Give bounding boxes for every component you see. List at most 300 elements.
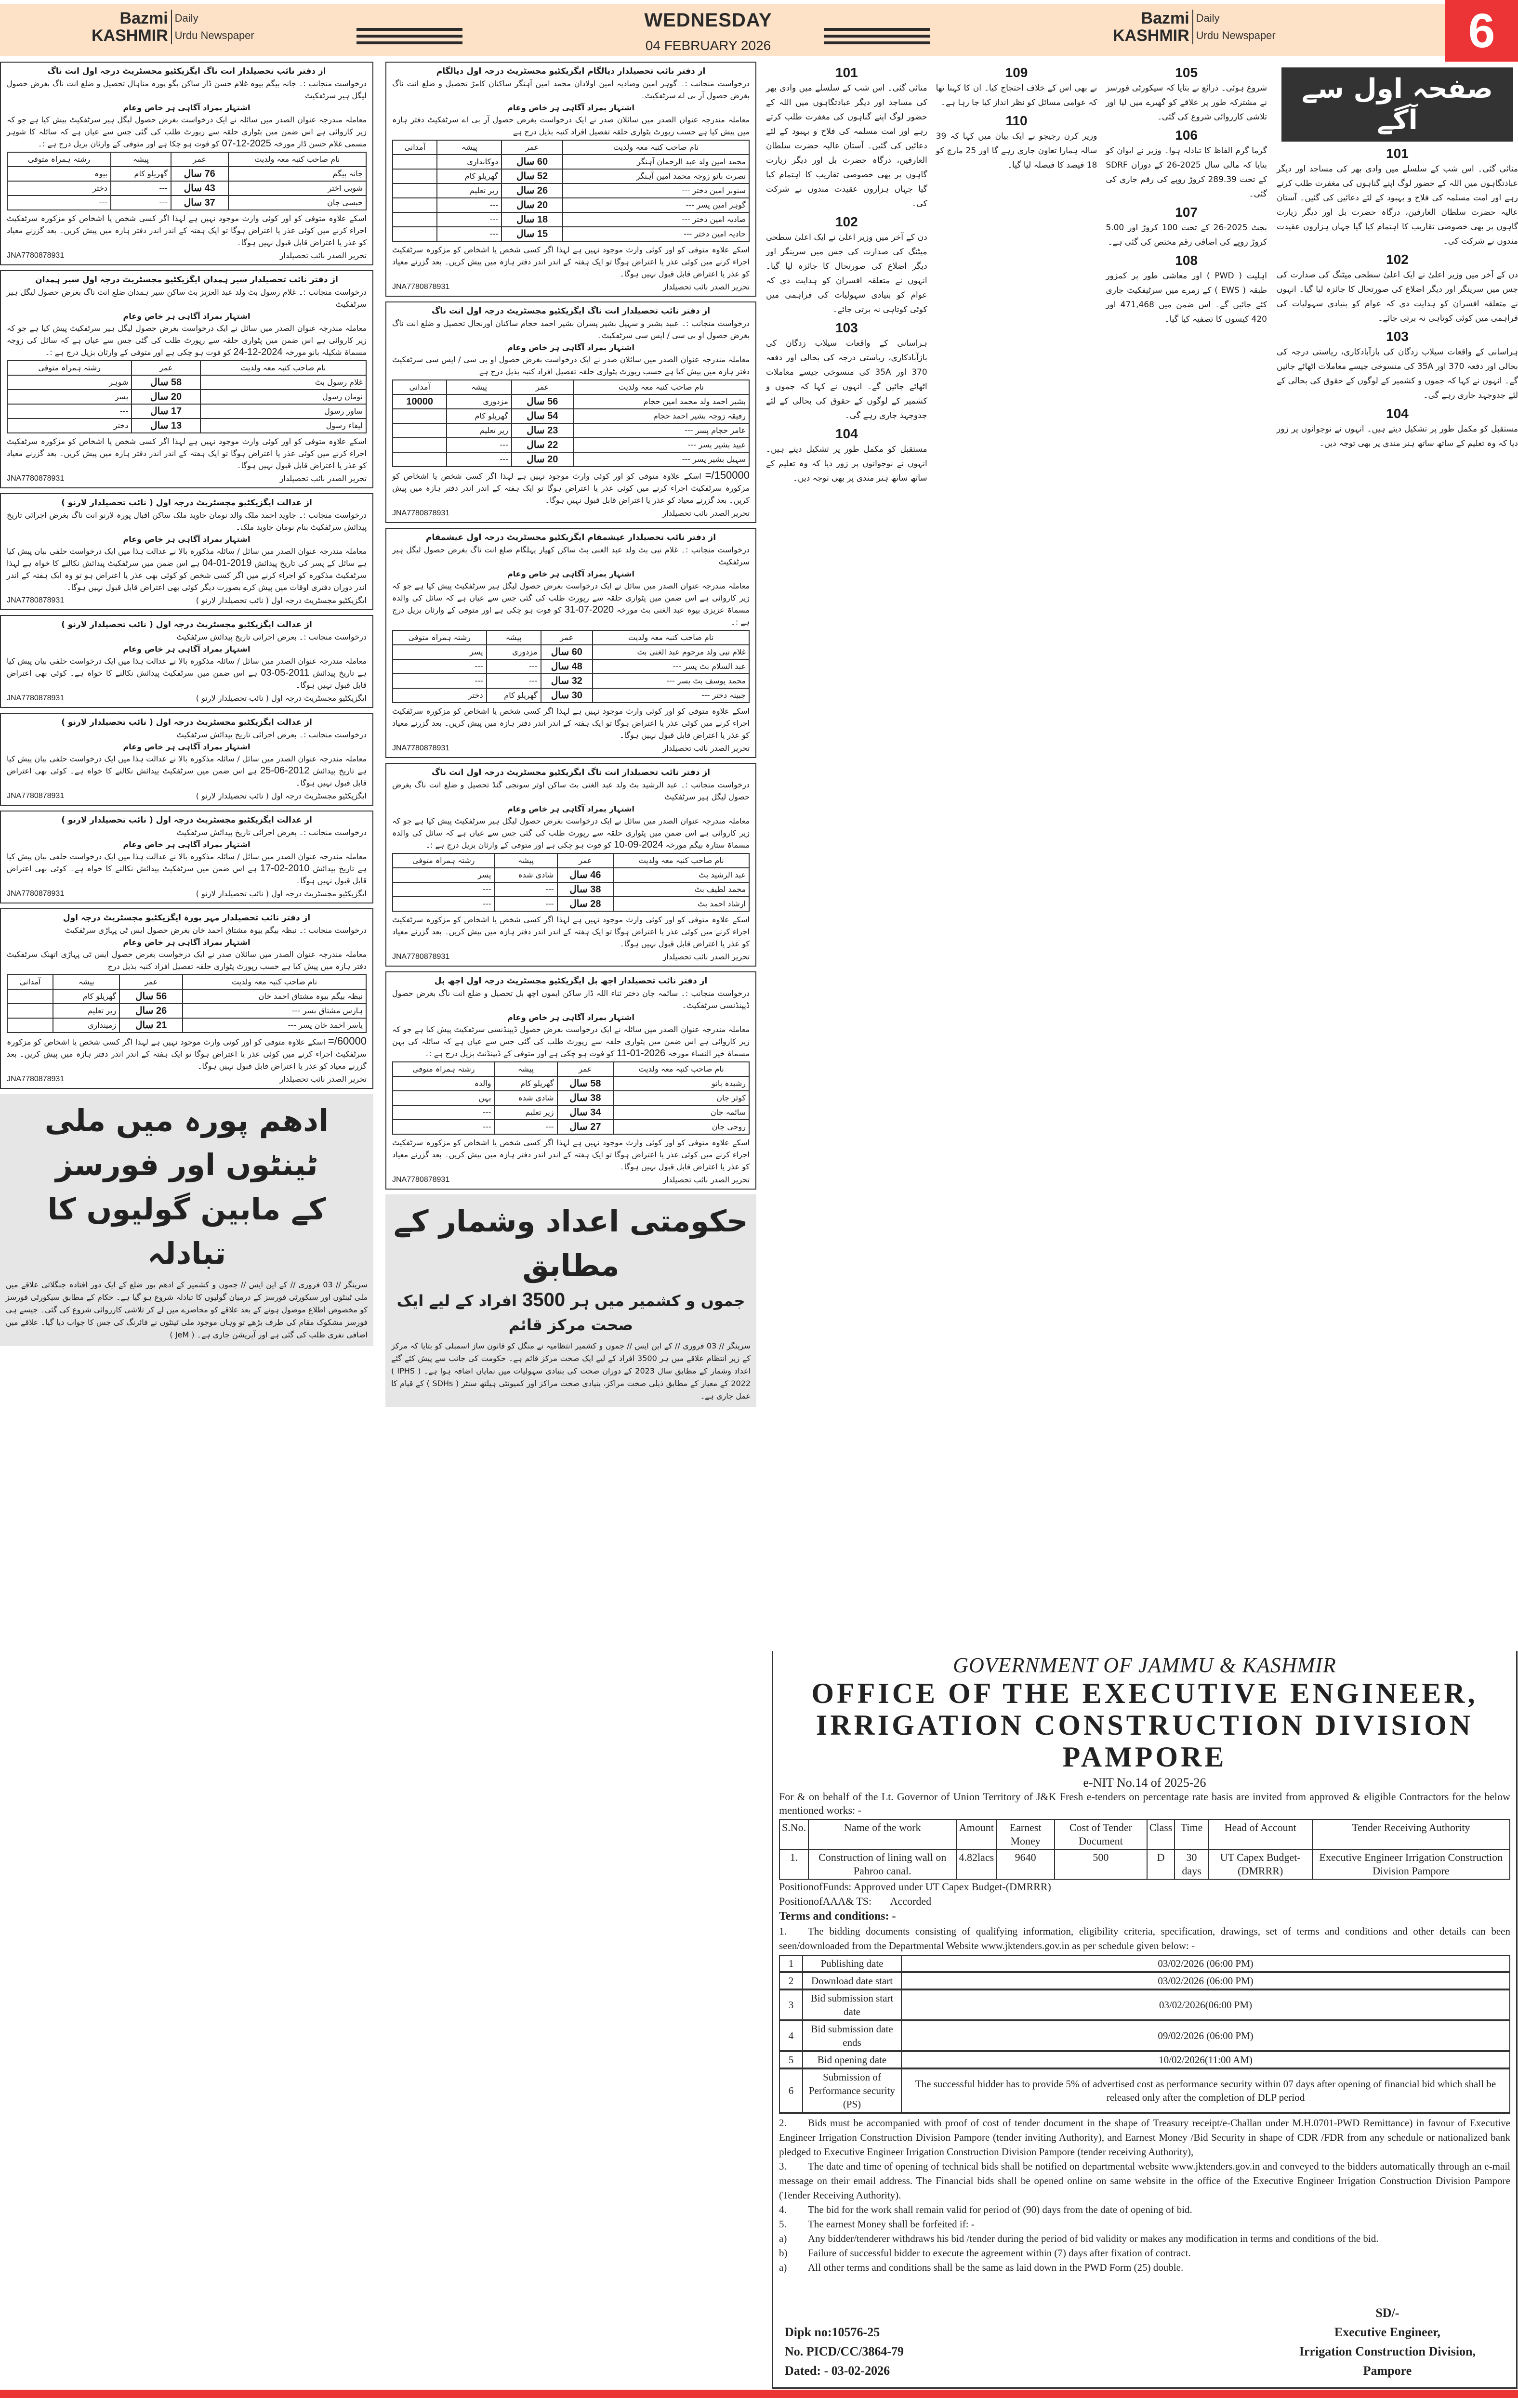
heirs-table-header <box>393 380 749 394</box>
tender-cell-cost: 500 <box>1055 1849 1147 1879</box>
ad-office-heading: از دفتر نائب تحصیلدار مہر پورہ ایگزیکٹیو مجسٹریٹ درجہ اول <box>63 913 311 923</box>
schedule-row <box>779 1955 1510 1972</box>
cell-age: 20 سال <box>502 198 563 212</box>
cell-occupation: --- <box>494 897 557 911</box>
tender-cell-sno: 1. <box>779 1849 808 1879</box>
table-row <box>7 419 366 433</box>
ad-signature: ایگزیکٹیو مجسٹریٹ درجہ اول ( نائب تحصیلدار لارنو ) <box>196 791 367 800</box>
cell-age: 52 سال <box>502 169 563 183</box>
tender-col-header: Class <box>1147 1819 1175 1849</box>
ad-body <box>7 322 367 358</box>
section-number: 101 <box>1386 146 1409 161</box>
table-row <box>393 1076 749 1091</box>
cell-age: 20 سال <box>512 452 573 467</box>
ad-closing <box>392 914 750 950</box>
column-header: رشتہ ہمراہ متوفی <box>7 361 132 375</box>
ad-public-notice: اشتہار بمراد آگاہی ہر خاص وعام <box>507 569 634 578</box>
cell-age: 27 سال <box>557 1120 614 1134</box>
ad-body <box>7 655 367 691</box>
date-block <box>626 10 790 53</box>
heirs-table-header <box>393 630 749 645</box>
sd-mark: SD/- <box>1375 2306 1399 2320</box>
section-text: وزیر کرن رجیجو نے ایک بیان میں کہا کہ 39 سالہ ہمارا تعاون جاری رہے گا اور 25 مارچ کو 18 فیصد کا فیصلہ لیا گیا۔ <box>936 131 1097 170</box>
age-value: 58 <box>590 1078 601 1089</box>
age-value: 56 <box>547 396 558 407</box>
issue-date: 04 FEBRUARY 2026 <box>645 38 771 53</box>
brand-name-top: Bazmi <box>1141 9 1189 27</box>
tender-office-line1: OFFICE OF THE EXECUTIVE ENGINEER, <box>811 1677 1478 1709</box>
ad-signature: تحریر الصدر نائب تحصیلدار <box>279 251 367 260</box>
section-text: منائی گئی۔ اس شب کے سلسلے میں وادی بھر کی مساجد اور دیگر عبادتگاہوں میں اللہ کے حضور لوگ اپنے گناہوں کی مغفرت طلب کرتے رہے اور امت مسلمہ کی فلاح و بہبود کے لئے دعائیں کی گئیں۔ آستان عالیہ حضرت سلطان العارفین، درگاہ حضرت بل اور دیگر زیارت گاہوں پر بھی خصوصی تقاریب کا اہتمام کیا گیا جہاں ہزاروں عقیدت مندوں نے شرکت کی۔ <box>1277 164 1518 246</box>
cell-income <box>393 212 437 227</box>
ad-public-notice: اشتہار بمراد آگاہی ہر خاص وعام <box>507 343 634 352</box>
ad-applicant: درخواست منجانب :۔ عبید بشیر و سہیل بشیر پسران بشیر احمد حجام ساکنان اورنجال تحصیل و ضلع انت ناگ بغرض حصول او بی سی / ایس سی سرٹفکیٹ۔ <box>392 319 750 340</box>
cell-name: گوہر امین پسر --- <box>563 198 749 212</box>
cell-age: 15 سال <box>502 227 563 241</box>
headline-health-body: سرینگر // 03 فروری // کے این ایس // جموں و کشمیر انتظامیہ نے منگل کو قانون ساز اسمبلی کو بتایا کہ مرکز کے زیر انتظام علاقے میں ہر 3500 افراد کے لیے ایک صحت مرکز قائم ہے۔ حکومت کی جانب سے پیش کئے گئے اعداد وشمار کے مطابق سال 2023 کے دوران صحت کی بنیادی سہولیات میں نمایاں اضافہ ہوا ہے۔ ( IPHS ) 2022 کے معیار کے مطابق ذیلی صحت مراکز، بنیادی صحت مراکز اور کمیونٹی ہیلتھ سنٹر ( SDHs ) کے قیام کا عمل جاری ہے۔ <box>391 1341 751 1400</box>
ad-public-notice: اشتہار بمراد آگاہی ہر خاص وعام <box>507 1013 634 1022</box>
age-value: 58 <box>171 377 182 388</box>
cell-age: 60 سال <box>541 645 593 659</box>
dipk-number: Dipk no:10576-25 <box>785 2325 880 2339</box>
cell-age: 56 سال <box>512 394 573 409</box>
legal-notice-ad <box>385 971 756 1190</box>
cell-name: نومان رسول <box>200 390 366 404</box>
ad-office-heading: از عدالت ایگزیکٹیو مجسٹریٹ درجہ اول ( نائب تحصیلدار لارنو ) <box>61 718 312 727</box>
cell-age: 58 سال <box>557 1076 614 1091</box>
column-header: عمر <box>512 380 573 394</box>
tender-office-line2: IRRIGATION CONSTRUCTION DIVISION PAMPORE <box>816 1709 1474 1773</box>
term-2 <box>779 2116 1510 2159</box>
ad-body-text: معاملہ مندرجہ عنوان الصدر میں سائل / سائلہ مذکورہ بالا نے عدالت ہذا میں ایک درخواست حلفی بیان پیش کیا ہے تاریخ پیدائش <box>7 852 367 873</box>
ad-body-text: معاملہ مندرجہ عنوان الصدر میں سائل نے ایک درخواست بغرض حصول لیگل ہیر سرٹفکیٹ پیش کیا ہے جو کہ زیر کاروائی ہے اس ضمن میں پٹواری حلقہ سے رپورٹ طلب کی گئی جس سے عیاں ہے کہ سائل کی والدہ مسماۃ عزیزی بیوہ عبد الغنی بٹ مورخہ <box>392 581 750 615</box>
cell-relation: دختر <box>7 419 132 433</box>
cell-age: 23 سال <box>512 423 573 438</box>
ad-public-notice: اشتہار بمراد آگاہی ہر خاص وعام <box>123 644 251 654</box>
section-number: 110 <box>1005 113 1028 128</box>
cell-age: 48 سال <box>541 659 593 674</box>
cell-occupation: گھریلو کام <box>487 688 541 703</box>
cell-occupation: شادی شدہ <box>494 1091 557 1105</box>
cell-occupation: دوکانداری <box>437 155 502 169</box>
ad-applicant: درخواست منجانب :۔ سائمہ جان دختر ثناء اللہ ڈار ساکن ایموں اچھ بل تحصیل و ضلع انت ناگ بغرض حصول ڈیپنڈنسی سرٹفکیٹ۔ <box>392 989 750 1010</box>
subtitle-pre: جموں و کشمیر میں ہر <box>570 1292 745 1310</box>
ad-body-tail: ہے اس ضمن میں سرٹفکیٹ پیدائش نکالنے کا خواہ ہے۔ کوئی بھی اعتراض قابل قبول نہیں ہوگا۔ <box>7 668 367 690</box>
cell-income <box>7 1018 53 1033</box>
table-row <box>7 196 366 210</box>
section-text: منائی گئی۔ اس شب کے سلسلے میں وادی بھر کی مساجد اور دیگر عبادتگاہوں میں اللہ کے حضور لوگ اپنے گناہوں کی مغفرت طلب کرتے رہے اور امت مسلمہ کی فلاح و بہبود کے لئے دعائیں کی گئیں۔ آستان عالیہ حضرت سلطان العارفین، درگاہ حضرت بل اور دیگر زیارت گاہوں پر بھی خصوصی تقاریب کا اہتمام کیا گیا جہاں ہزاروں عقیدت مندوں نے شرکت کی۔ <box>766 83 927 209</box>
cell-occupation: مزدوری <box>447 394 511 409</box>
position-of-aaa <box>779 1894 1510 1909</box>
ad-body <box>7 114 367 150</box>
ad-office-heading: از دفتر نائب تحصیلدار انت ناگ ایگزیکٹیو مجسٹریٹ درجہ اول انت ناگ <box>431 306 710 316</box>
column-header: نام صاحب کنبہ معہ ولدیت <box>613 1062 749 1076</box>
closing-text: اسکے علاوہ متوفی کو اور کوئی وارث موجود نہیں ہے لہذا اگر کسی شخص یا اشخاص کو مزکورہ سرٹفکیٹ اجراء کرنے میں کوئی عذر یا اعتراض ہوگا تو ایک ہفتہ کے اندر اندر دفتر ہازہ میں پیش کریں۔ بعد گزرنے معیاد کو عذر یا اعتراض قابل قبول نہیں ہوگا۔ <box>7 437 367 470</box>
closing-text: اسکے علاوہ متوفی کو اور کوئی وارث موجود نہیں ہے لہذا اگر کسی شخص یا اشخاص کو مزکورہ سرٹفکیٹ اجراء کرنے میں کوئی عذر یا اعتراض ہوگا تو ایک ہفتہ کے اندر اندر دفتر ہازہ میں پیش کریں۔ بعد گزرنے معیاد کو عذر یا اعتراض قابل قبول نہیں ہوگا۔ <box>392 707 750 740</box>
term-number: a) <box>779 2233 787 2244</box>
ad-body <box>392 815 750 851</box>
ad-body-text: معاملہ مندرجہ عنوان الصدر میں سائل / سائلہ مذکورہ بالا نے عدالت ہذا میں ایک درخواست حلفی بیان پیش کیا ہے تاریخ پیدائش <box>7 754 367 775</box>
age-value: 38 <box>590 884 601 895</box>
cell-occupation: شادی شدہ <box>494 868 557 882</box>
closing-text: اسکے علاوہ متوفی کو اور کوئی وارث موجود نہیں ہے لہذا اگر کسی شخص یا اشخاص کو مزکورہ سرٹفکیٹ اجراء کرنے میں کوئی عذر یا اعتراض ہوگا تو ایک ہفتہ کے اندر اندر دفتر ہازہ میں پیش کریں۔ بعد گزرنے معیاد کو عذر یا اعتراض قابل قبول نہیں ہوگا۔ <box>392 915 750 948</box>
schedule-value: 10/02/2026(11:00 AM) <box>901 2051 1510 2068</box>
ad-body-text: معاملہ مندرجہ عنوان الصدر میں سائلان صدر نے ایک درخواست بغرض حصول آر بی اے سرٹفکیٹ دفتر ہازہ میں پیش کیا ہے حسب رپورٹ پٹواری حلقہ تفصیل افراد کنبہ بذیل درج ہے <box>392 115 750 136</box>
term-1 <box>779 1924 1510 1953</box>
tender-reference <box>785 2323 904 2381</box>
column-header: آمدانی <box>393 140 437 155</box>
age-value: 28 <box>590 899 601 909</box>
column-header: نام صاحب کنبہ معہ ولدیت <box>573 380 749 394</box>
cell-name: عبید بشیر پسر --- <box>573 438 749 452</box>
age-value: 46 <box>590 870 601 880</box>
weekday: WEDNESDAY <box>644 10 772 31</box>
table-row <box>393 659 749 674</box>
ad-code: JNA7780878931 <box>7 1075 65 1083</box>
cell-name: شوبی اختر <box>228 181 366 196</box>
ad-footer <box>7 249 367 262</box>
table-row <box>393 897 749 911</box>
ad-applicant: درخواست منجانب :۔ جانہ بیگم بیوہ غلام حسن ڈار ساکن بگو پورہ مناہال تحصیل و ضلع انت ناگ بغرض حصول لیگل ہیر سرٹفکیٹ <box>7 79 367 100</box>
section-number: 103 <box>1386 329 1409 344</box>
age-value: 26 <box>537 185 548 196</box>
column-header: عمر <box>541 630 593 645</box>
ad-signature: ایگزیکٹیو مجسٹریٹ درجہ اول ( نائب تحصیلدار لارنو ) <box>196 694 367 703</box>
cell-occupation: گھریلو کام <box>447 409 511 423</box>
position-aaa-value: Accorded <box>890 1895 932 1907</box>
schedule-label: Publishing date <box>803 1955 901 1972</box>
cell-occupation: --- <box>437 198 502 212</box>
cell-name: لیقاء رسول <box>200 419 366 433</box>
section-number: 108 <box>1175 253 1198 268</box>
ad-body-tail: کو فوت ہو چکی ہے اور متوفی کے وارثان بزیل درج ہے :۔ <box>425 840 612 850</box>
schedule-value: The successful bidder has to provide 5% of advertised cost as performance security within 07 days after opening of financial bid which shall be released only after the completion of DLP period <box>901 2068 1510 2113</box>
term-text: Failure of successful bidder to execute the agreement within (7) days after fixation of contract. <box>808 2247 1191 2259</box>
ad-footer <box>392 507 750 519</box>
position-of-funds: PositionofFunds: Approved under UT Capex Budget-(DMRRR) <box>779 1881 1051 1893</box>
schedule-sno: 6 <box>779 2068 803 2113</box>
brand-sub-bottom: Urdu Newspaper <box>1196 29 1276 41</box>
column-header: پیشہ <box>111 152 171 167</box>
signatory-line1: Executive Engineer, <box>1334 2325 1440 2339</box>
section-text: اہلیت ( PWD ) اور معاشی طور پر کمزور طبقہ ( EWS ) کے زمرے میں سرٹیفکیٹ جاری کئے جائیں گے۔ اس ضمن میں 471,468 اور 420 کیسوں کا تصفیہ کیا گیا۔ <box>1106 271 1267 324</box>
cell-name: محمد یوسف بٹ پسر --- <box>593 674 749 688</box>
term-4 <box>779 2202 1510 2217</box>
cell-occupation: زیر تعلیم <box>53 1004 119 1018</box>
cell-name: سنوبر امین دختر --- <box>563 183 749 198</box>
age-value: 60 <box>537 157 548 167</box>
age-value: 38 <box>590 1093 601 1103</box>
column-header: عمر <box>119 975 183 989</box>
headline-encounter-panel <box>0 1094 373 1346</box>
tender-signature <box>1299 2303 1476 2381</box>
heirs-table-header <box>393 140 749 155</box>
tender-work-row <box>779 1849 1510 1879</box>
age-value: 48 <box>571 661 582 672</box>
cell-name: محمد لطیف بٹ <box>613 882 749 897</box>
age-value: 21 <box>156 1020 167 1031</box>
table-row <box>7 989 366 1004</box>
column-continued <box>1277 62 1518 451</box>
ad-code: JNA7780878931 <box>392 283 450 291</box>
legal-notice-ad <box>385 763 756 967</box>
cell-name: سائمہ جان <box>613 1105 749 1120</box>
ad-footer <box>7 692 367 704</box>
brand-sub-top: Daily <box>174 12 198 24</box>
ad-body <box>392 1023 750 1060</box>
cell-age: 18 سال <box>502 212 563 227</box>
column-header: نام صاحب کنبہ معہ ولدیت <box>200 361 366 375</box>
ad-code: JNA7780878931 <box>392 1176 450 1184</box>
cell-age: 26 سال <box>502 183 563 198</box>
ad-public-notice: اشتہار بمراد آگاہی ہر خاص وعام <box>507 103 634 112</box>
cell-name: نبظہ بیگم بیوہ مشتاق احمد خان <box>183 989 366 1004</box>
closing-text: اسکے علاوہ متوفی کو اور کوئی وارث موجود نہیں ہے لہذا اگر کسی شخص یا اشخاص کو مزکورہ سرٹفکیٹ اجراء کرنے میں کوئی عذر یا اعتراض ہوگا تو ایک ہفتہ کے اندر اندر دفتر ہازہ میں پیش کریں۔ بعد گزرنے معیاد کو عذر یا اعتراض قابل قبول نہیں ہوگا۔ <box>392 245 750 278</box>
closing-text: اسکے علاوہ متوفی کو اور کوئی وارث موجود نہیں ہے لہذا اگر کسی شخص یا اشخاص کو مزکورہ سرٹفکیٹ اجراء کرنے میں کوئی عذر یا اعتراض ہوگا تو ایک ہفتہ کے اندر اندر دفتر ہازہ میں پیش کریں۔ بعد گزرنے معیاد کو عذر یا اعتراض قابل قبول نہیں ہوگا۔ <box>7 214 367 247</box>
ad-signature: ایگزیکٹیو مجسٹریٹ درجہ اول ( نائب تحصیلدار لارنو ) <box>196 889 367 898</box>
section-text: بجٹ 2025-26 کے تحت 100 کروڑ اور 5.00 کروڑ روپے کی اضافی رقم مختص کی گئی ہے۔ <box>1106 223 1267 247</box>
section-number: 109 <box>1005 65 1028 80</box>
tender-col-header: Amount <box>956 1819 996 1849</box>
column-header: پیشہ <box>487 630 541 645</box>
ad-footer <box>392 281 750 293</box>
column-header: عمر <box>502 140 563 155</box>
tender-cell-head: UT Capex Budget-(DMRRR) <box>1209 1849 1312 1879</box>
ad-date: 03-05-2011 <box>261 667 310 678</box>
tender-col-header: Earnest Money <box>996 1819 1055 1849</box>
schedule-label: Bid opening date <box>803 2051 901 2068</box>
ad-body-tail: کو فوت ہو چکا ہے اور متوفی کے وارثان بزیل درج ہے :۔ <box>38 139 220 148</box>
cell-occupation: --- <box>487 659 541 674</box>
schedule-row <box>779 2020 1510 2051</box>
table-row <box>7 375 366 390</box>
section-number: 107 <box>1175 205 1198 220</box>
ad-code: JNA7780878931 <box>392 744 450 752</box>
cell-name: رشیدہ بانو <box>613 1076 749 1091</box>
ad-date: 10-09-2024 <box>614 839 663 850</box>
table-row <box>393 183 749 198</box>
table-row <box>7 181 366 196</box>
terms-heading: Terms and conditions: - <box>779 1910 896 1923</box>
cell-name: روحی جان <box>613 1120 749 1134</box>
cell-relation: بیوہ <box>7 167 111 181</box>
age-value: 37 <box>204 197 215 208</box>
ad-code: JNA7780878931 <box>7 251 65 260</box>
legal-notice-ad <box>0 493 373 610</box>
legal-notice-ad <box>385 301 756 523</box>
age-value: 23 <box>547 425 558 436</box>
cell-name: بشیر احمد ولد محمد امین حجام <box>573 394 749 409</box>
column-news <box>766 62 1267 485</box>
cell-relation: پسر <box>393 645 487 659</box>
ad-office-heading: از عدالت ایگزیکٹیو مجسٹریٹ درجہ اول ( نائب تحصیلدار لارنو ) <box>61 815 312 825</box>
ad-date: 25-06-2012 <box>260 765 310 776</box>
column-header: رشتہ ہمراہ متوفی <box>393 630 487 645</box>
cell-name: ارشاد احمد بٹ <box>613 897 749 911</box>
table-row <box>7 404 366 419</box>
age-value: 52 <box>537 171 548 182</box>
heirs-table <box>392 853 750 912</box>
column-header: رشتہ ہمراہ متوفی <box>7 152 111 167</box>
cell-occupation: گھریلو کام <box>53 989 119 1004</box>
cell-name: جانہ بیگم <box>228 167 366 181</box>
schedule-row <box>779 1989 1510 2020</box>
legal-notice-ad <box>385 528 756 758</box>
page-number: 6 <box>1445 0 1518 62</box>
cell-name: عبد السلام بٹ پسر --- <box>593 659 749 674</box>
column-header: نام صاحب کنبہ معہ ولدیت <box>183 975 366 989</box>
ad-body-text: معاملہ مندرجہ عنوان الصدر میں سائل / سائلہ مذکورہ بالا نے عدالت ہذا میں ایک درخواست حلفی بیان پیش کیا ہے سائل کے پسر کی تاریخ پیدائش <box>7 547 367 568</box>
schedule-label: Download date start <box>803 1972 901 1989</box>
cell-relation: پسر <box>7 390 132 404</box>
schedule-value: 09/02/2026 (06:00 PM) <box>901 2020 1510 2051</box>
ad-signature: تحریر الصدر نائب تحصیلدار <box>279 1074 367 1084</box>
ad-office-heading: از دفتر نائب تحصیلدار انت ناگ ایگزیکٹیو مجسٹریٹ درجہ اول انت ناگ <box>47 66 326 76</box>
cell-age: 26 سال <box>119 1004 183 1018</box>
age-value: 43 <box>204 183 215 194</box>
table-row <box>393 645 749 659</box>
headline-encounter-line2: کے مابین گولیوں کا تبادلہ <box>47 1191 326 1271</box>
news-grid <box>766 62 1267 485</box>
table-row <box>393 169 749 183</box>
ad-footer <box>392 742 750 754</box>
ad-code: JNA7780878931 <box>392 953 450 961</box>
ad-code: JNA7780878931 <box>7 596 65 604</box>
tender-col-header: Head of Account <box>1209 1819 1312 1849</box>
ad-footer <box>7 790 367 802</box>
ad-office-heading: از دفتر نائب تحصیلدار عیشمقام ایگزیکٹیو مجسٹریٹ درجہ اول عیشمقام <box>425 533 716 542</box>
table-row <box>7 1018 366 1033</box>
cell-income <box>393 423 447 438</box>
section-text: مستقبل کو مکمل طور پر تشکیل دیتے ہیں۔ انہوں نے نوجوانوں پر زور دیا کہ وہ تعلیم کے ساتھ ساتھ ہنر مندی پر بھی توجہ دیں۔ <box>1277 424 1518 448</box>
section-text: دن کے آخر میں وزیر اعلیٰ نے ایک اعلیٰ سطحی میٹنگ کی صدارت کی جس میں سرینگر اور دیگر اضلاع کی صورتحال کا جائزہ لیا گیا۔ انہوں نے متعلقہ افسران کو ہدایت دی کہ عوام کو بنیادی سہولیات کی فراہمی میں کوئی کوتاہی نہ برتی جائے۔ <box>766 233 927 314</box>
ad-public-notice: اشتہار بمراد آگاہی ہر خاص وعام <box>123 742 251 751</box>
cell-name: ہارس مشتاق پسر --- <box>183 1004 366 1018</box>
cell-income <box>393 438 447 452</box>
ad-closing <box>392 244 750 280</box>
ad-signature: تحریر الصدر نائب تحصیلدار <box>662 509 750 518</box>
cell-name: صادیہ امین دختر --- <box>563 212 749 227</box>
term-number: a) <box>779 2262 787 2273</box>
cell-occupation: گھریلو کام <box>111 167 171 181</box>
ad-footer <box>7 472 367 484</box>
cell-income <box>393 155 437 169</box>
term-text: The bid for the work shall remain valid for period of (90) days from the date of opening of bid. <box>808 2204 1192 2215</box>
section-text: نے بھی اس کے خلاف احتجاج کیا۔ ان کا کہنا تھا کہ عوامی مسائل کو نظر انداز کیا جا رہا ہے۔ <box>936 83 1097 107</box>
cell-name: رفیقہ زوجہ بشیر احمد حجام <box>573 409 749 423</box>
tender-schedule-table <box>779 1955 1510 2114</box>
cell-relation: --- <box>393 897 494 911</box>
news-column <box>766 62 927 485</box>
ad-body <box>392 353 750 378</box>
term-text: The earnest Money shall be forfeited if: - <box>808 2218 975 2230</box>
age-value: 20 <box>547 454 558 465</box>
cell-occupation: --- <box>494 882 557 897</box>
ad-code: JNA7780878931 <box>7 474 65 483</box>
age-value: 17 <box>171 406 182 417</box>
age-value: 20 <box>537 200 548 210</box>
cell-income <box>393 409 447 423</box>
news-column <box>936 62 1097 485</box>
column-header: آمدانی <box>393 380 447 394</box>
ad-footer <box>7 888 367 900</box>
heirs-table <box>7 152 367 210</box>
column-header: آمدانی <box>7 975 53 989</box>
tender-government: GOVERNMENT OF JAMMU & KASHMIR <box>953 1653 1336 1677</box>
table-row <box>7 1004 366 1018</box>
ad-code: JNA7780878931 <box>7 792 65 800</box>
heirs-table-header <box>393 853 749 868</box>
ad-applicant: درخواست منجانب :۔ گوہر امین وصادیہ امین اولادان محمد امین آہنگر ساکنان کامڑ تحصیل و ضلع انت ناگ بغرض حصول آر بی اے سرٹفکیٹ۔ <box>392 79 750 100</box>
column-header: نام صاحب کنبہ معہ ولدیت <box>613 853 749 868</box>
tender-table-body <box>779 1849 1510 1879</box>
age-value: 60 <box>571 647 582 657</box>
brand-name-bottom: KASHMIR <box>1113 26 1189 45</box>
age-value: 56 <box>156 991 167 1002</box>
age-value: 15 <box>537 229 548 239</box>
age-value: 27 <box>590 1122 601 1132</box>
headline-health-title: حکومتی اعداد وشمار کے مطابق <box>394 1204 748 1283</box>
closing-text: اسکے علاوہ متوفی کو اور کوئی وارث موجود نہیں ہے لہذا اگر کسی شخص یا اشخاص کو مزکورہ سرٹفکیٹ اجراء کرنے میں کوئی عذر یا اعتراض ہوگا تو ایک ہفتہ کے اندر اندر دفتر ہازہ میں پیش کریں۔ بعد گزرنے معیاد کو عذر یا اعتراض قابل قبول نہیں ہوگا۔ <box>392 471 750 505</box>
cell-occupation: زیر تعلیم <box>447 423 511 438</box>
column-header: نام صاحب کنبہ معہ ولدیت <box>563 140 749 155</box>
term-text: The bidding documents consisting of qualifying information, eligibility criteria, specification, drawings, set of terms and conditions and other details can been seen/downloaded from the Departmental Website www.jktenders.gov.in as per schedule given below: - <box>779 1925 1510 1951</box>
section-number: 103 <box>835 320 858 335</box>
tender-col-header: S.No. <box>779 1819 808 1849</box>
cell-name: یاسر احمد خان پسر --- <box>183 1018 366 1033</box>
ad-signature: تحریر الصدر نائب تحصیلدار <box>279 474 367 483</box>
section-number: 102 <box>1386 252 1409 267</box>
ad-office-heading: از دفتر نائب تحصیلدار اچھ بل ایگزیکٹیو مجسٹریٹ درجہ اول اچھ بل <box>434 976 708 986</box>
ad-signature: تحریر الصدر نائب تحصیلدار <box>662 282 750 291</box>
table-row <box>7 167 366 181</box>
ad-code: JNA7780878931 <box>392 509 450 517</box>
cell-occupation: --- <box>447 452 511 467</box>
term-5c <box>779 2260 1510 2275</box>
ad-code: JNA7780878931 <box>7 694 65 702</box>
ad-body-tail: ہے اس ضمن میں سرٹفکیٹ پیدائش نکالنے کا خواہ ہے۔ کوئی بھی اعتراض قابل قبول نہیں ہوگا۔ <box>7 864 367 885</box>
ad-office-heading: از دفتر نائب تحصیلدار دیالگام ایگزیکٹیو مجسٹریٹ درجہ اول دیالگام <box>436 66 706 76</box>
tender-cell-amount: 4.82lacs <box>956 1849 996 1879</box>
ad-date: 24-12-2024 <box>233 347 283 357</box>
tender-works-table <box>779 1819 1510 1880</box>
schedule-value: 03/02/2026(06:00 PM) <box>901 1989 1510 2020</box>
cell-age: 58 سال <box>132 375 200 390</box>
heirs-table <box>7 360 367 433</box>
table-row <box>393 423 749 438</box>
ad-body <box>7 545 367 593</box>
cell-relation: --- <box>7 196 111 210</box>
term-number: 2. <box>779 2117 787 2129</box>
ad-footer <box>7 594 367 606</box>
schedule-sno: 2 <box>779 1972 803 1989</box>
cell-relation: --- <box>393 659 487 674</box>
ad-signature: تحریر الصدر نائب تحصیلدار <box>662 952 750 961</box>
term-5a <box>779 2231 1510 2246</box>
legal-notice-ad <box>0 713 373 806</box>
tender-cell-earnest: 9640 <box>996 1849 1055 1879</box>
section-text: ہراسانی کے واقعات سیلاب زدگان کی بازآبادکاری، ریاستی درجہ کی بحالی اور دفعہ 370 اور 35A کی منسوخی جیسے معاملات اٹھائے جائیں گے۔ انہوں نے کہا کہ جموں و کشمیر کے لوگوں کے حقوق کی بحالی کے لئے جدوجہد جاری رہے گی۔ <box>766 339 927 420</box>
brand-sub-top: Daily <box>1196 12 1220 24</box>
age-value: 20 <box>171 392 182 402</box>
term-number: 5. <box>779 2218 787 2230</box>
ad-footer <box>392 1174 750 1186</box>
age-value: 54 <box>547 411 558 421</box>
ad-signature: ایگزیکٹیو مجسٹریٹ درجہ اول ( نائب تحصیلدار لارنو ) <box>196 596 367 605</box>
cell-relation: بہن <box>393 1091 494 1105</box>
ad-body-text: معاملہ مندرجہ عنوان الصدر میں سائلہ نے ایک درخواست بغرض حصول لیگل ہیر سرٹفکیٹ پیش کیا ہے جو کہ زیر کاروائی ہے اس ضمن میں پٹواری حلقہ سے رپورٹ طلب کی گئی جس سے عیاں ہے کہ سائلہ کا شوہر مسمی غلام حسن ڈار مورخہ <box>7 115 367 148</box>
ad-date: 07-12-2025 <box>222 138 271 149</box>
